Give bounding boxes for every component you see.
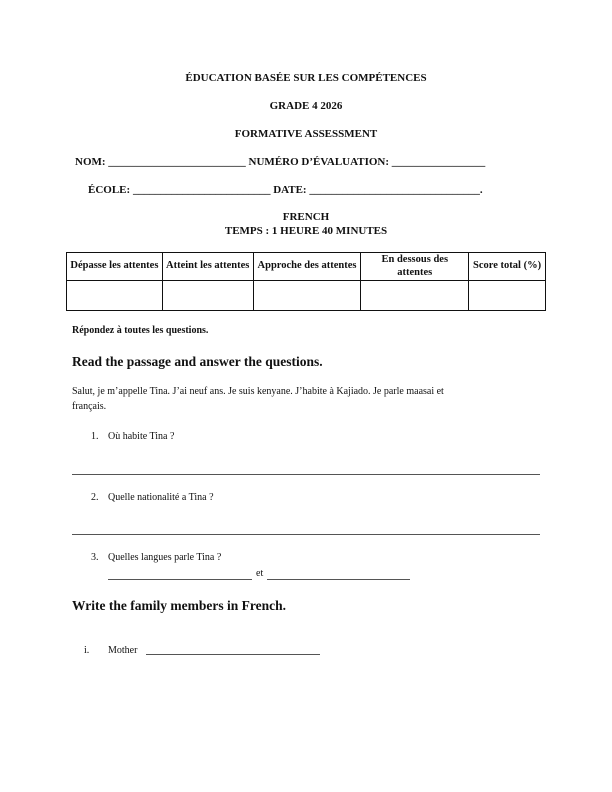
subject: FRENCH [282,211,330,223]
instructions: Répondez à toutes les questions. [72,325,209,336]
ecole-field[interactable] [88,185,483,196]
score-cell[interactable] [469,281,546,311]
answer-line[interactable] [267,579,410,580]
ecole-blank[interactable]: _________________________ [132,184,271,196]
doc-title: ÉDUCATION BASÉE SUR LES COMPÉTENCES [185,72,427,84]
connector-et: et [256,568,264,579]
section1-heading: Read the passage and answer the questions. [72,354,323,369]
question-number: 1. [91,431,99,442]
answer-line[interactable] [72,534,540,535]
header-approaches: Approche des attentes [253,253,361,281]
date-blank[interactable]: _______________________________. [309,184,483,196]
nom-blank[interactable]: _________________________ [108,156,246,168]
section2-heading: Write the family members in French. [72,598,286,613]
item-text: Mother [108,645,138,656]
question-number: 2. [91,492,99,503]
question-text: Où habite Tina ? [108,431,175,442]
header-meets: Atteint les attentes [162,253,253,281]
header-exceeds: Dépasse les attentes [67,253,163,281]
item-number: i. [84,645,90,656]
nom-field[interactable] [75,157,485,168]
answer-line[interactable] [108,579,252,580]
duration: TEMPS : 1 HEURE 40 MINUTES [224,225,388,237]
score-cell[interactable] [162,281,253,311]
answer-line[interactable] [146,654,320,655]
ecole-label: ÉCOLE: [88,184,131,196]
nom-label: NOM: [75,156,106,168]
passage-line: français. [72,401,107,412]
header-total: Score total (%) [469,253,546,281]
answer-line[interactable] [72,474,540,475]
score-cell[interactable] [67,281,163,311]
score-cell[interactable] [361,281,469,311]
score-cell[interactable] [253,281,361,311]
grade: GRADE 4 2026 [269,100,343,112]
header-below: En dessous des attentes [361,253,469,281]
passage-line: Salut, je m’appelle Tina. J’ai neuf ans. Je suis kenyane. J’habite à Kajiado. Je parle maasai et [72,386,444,397]
question-text: Quelles langues parle Tina ? [108,552,222,563]
date-label: DATE: [273,184,307,196]
question-text: Quelle nationalité a Tina ? [108,492,214,503]
numero-label: NUMÉRO D’ÉVALUATION: [248,156,390,168]
numero-blank[interactable]: _________________ [391,156,486,168]
score-table [66,252,546,311]
question-number: 3. [91,552,99,563]
assessment-type: FORMATIVE ASSESSMENT [234,128,378,140]
